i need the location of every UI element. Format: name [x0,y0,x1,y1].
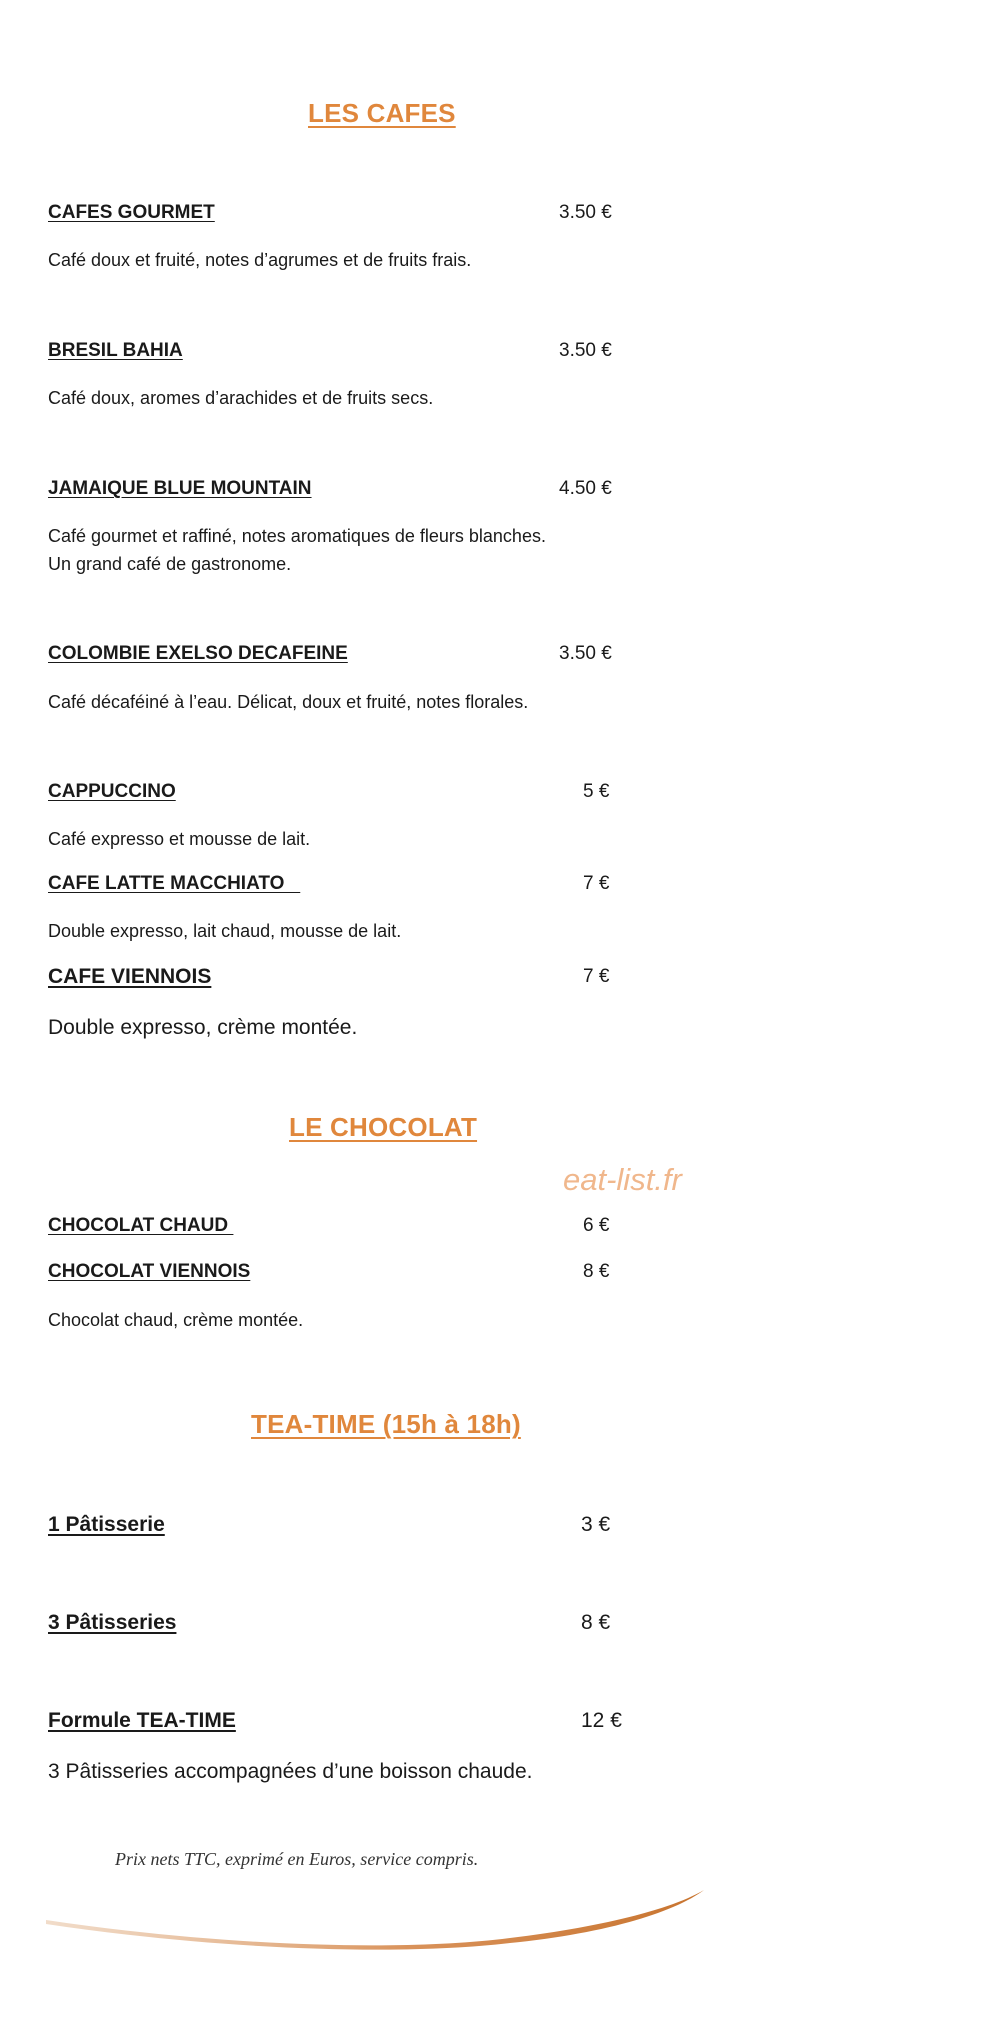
menu-item-price: 12 € [581,1709,622,1732]
menu-item-price: 3.50 € [559,202,612,223]
menu-item-name: CAFE LATTE MACCHIATO [48,873,301,894]
menu-item-name: COLOMBIE EXELSO DECAFEINE [48,643,348,664]
menu-item-price: 3 € [581,1513,611,1536]
menu-item-description: Café gourmet et raffiné, notes aromatiques de fleurs blanches. [48,526,546,546]
footer-note: Prix nets TTC, exprimé en Euros, service compris. [115,1849,479,1869]
section-title-chocolat: LE CHOCOLAT [289,1112,478,1142]
menu-item-name: Formule TEA-TIME [48,1709,236,1732]
menu-item-description: Café doux et fruité, notes d’agrumes et de fruits frais. [48,250,472,270]
menu-item-price: 4.50 € [559,478,612,499]
menu-item-description: Double expresso, crème montée. [48,1016,358,1039]
menu-item-name: CHOCOLAT VIENNOIS [48,1261,251,1282]
menu-item-price: 8 € [581,1611,611,1634]
section-title-teatime: TEA-TIME (15h à 18h) [251,1409,521,1439]
menu-item-description: 3 Pâtisseries accompagnées d’une boisson chaude. [48,1760,533,1783]
menu-item-description: Double expresso, lait chaud, mousse de lait. [48,921,402,941]
menu-item-price: 7 € [583,873,610,894]
menu-item-name: CAFE VIENNOIS [48,965,212,988]
menu-item-description: Un grand café de gastronome. [48,554,292,574]
menu-item-price: 8 € [583,1261,610,1282]
menu-item-description: Café décaféiné à l’eau. Délicat, doux et fruité, notes florales. [48,692,529,712]
section-title-cafes: LES CAFES [308,98,456,128]
menu-item-name: CAFES GOURMET [48,202,215,223]
menu-item-name: 1 Pâtisserie [48,1513,165,1536]
menu-item-price: 5 € [583,781,610,802]
menu-item-description: Café doux, aromes d’arachides et de fruits secs. [48,388,434,408]
decorative-swoosh [40,1880,720,1960]
menu-item-price: 7 € [583,966,610,987]
menu-item-price: 3.50 € [559,643,612,664]
menu-item-name: BRESIL BAHIA [48,340,183,361]
menu-item-name: JAMAIQUE BLUE MOUNTAIN [48,478,312,499]
menu-item-description: Chocolat chaud, crème montée. [48,1310,304,1330]
menu-item-price: 3.50 € [559,340,612,361]
menu-item-name: CHOCOLAT CHAUD [48,1215,234,1236]
menu-item-name: 3 Pâtisseries [48,1611,177,1634]
menu-item-price: 6 € [583,1215,610,1236]
menu-item-description: Café expresso et mousse de lait. [48,829,311,849]
menu-item-name: CAPPUCCINO [48,781,176,802]
watermark: eat-list.fr [563,1162,682,1197]
